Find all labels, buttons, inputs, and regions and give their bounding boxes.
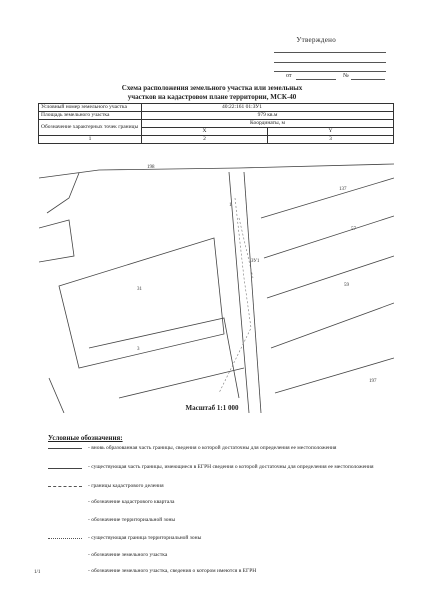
parcel-boundary <box>267 256 394 298</box>
table-row <box>39 120 394 128</box>
parcel-label: 1 <box>229 203 232 208</box>
parcel-label: 197 <box>369 379 377 384</box>
cad-label-cell: Условный номер земельного участка <box>39 104 142 112</box>
legend-item: - обозначение земельного участка, сведения о котором имеются в ЕГРН <box>88 568 257 574</box>
coords-label-cell: Координаты, м <box>142 120 394 128</box>
parcel-label: 57 <box>351 227 356 232</box>
table-row <box>39 112 394 120</box>
new-boundary-symbol <box>48 448 82 449</box>
cadastral-division-symbol <box>48 486 82 487</box>
parcel-boundary <box>261 178 394 218</box>
date-line <box>296 79 336 80</box>
legend-item: - существующая часть границы, имеющиеся в ЕГРН сведения о которой достаточны для определения ее местоположения <box>88 464 374 470</box>
legend-item: - обозначение территориальной зоны <box>88 517 176 523</box>
parcel-boundary <box>39 220 74 262</box>
parcel-boundary <box>59 238 224 368</box>
zone-boundary-symbol <box>48 538 82 539</box>
x-header-cell: X <box>142 128 268 136</box>
parcel-boundary <box>275 358 394 393</box>
table-row <box>39 136 394 144</box>
col-num-2: 2 <box>142 136 268 144</box>
parcel-boundary <box>271 303 394 348</box>
area-label-cell: Площадь земельного участка <box>39 112 142 120</box>
col-num-1: 1 <box>39 136 142 144</box>
parcel-label: 31 <box>137 287 142 292</box>
parcel-boundary <box>119 368 244 398</box>
parcel-boundary <box>264 216 394 258</box>
approval-line-1 <box>274 52 386 53</box>
approval-stamp: Утверждено <box>296 36 336 44</box>
title-line-1: Схема расположения земельного участка или земельных <box>121 84 303 92</box>
scale-label: Масштаб 1:1 000 <box>185 404 239 412</box>
approval-line-2 <box>274 62 386 63</box>
legend-item: - существующая граница территориальной зоны <box>88 535 202 541</box>
road-edge <box>229 172 249 413</box>
title-line-2: участков на кадастровом плане территории, МСК-40 <box>127 93 297 101</box>
parcel-label: 3 <box>137 347 140 352</box>
existing-boundary-symbol <box>48 468 82 469</box>
legend-item: - обозначение земельного участка <box>88 552 168 558</box>
parcel-boundary <box>89 318 239 398</box>
parcel-label: 59 <box>344 283 349 288</box>
parcel-boundary <box>39 164 394 178</box>
legend-item: - обозначение кадастрового квартала <box>88 499 175 505</box>
new-boundary-line <box>239 218 253 278</box>
document-title <box>90 84 334 102</box>
approval-line-3 <box>274 71 386 72</box>
y-header-cell: Y <box>267 128 393 136</box>
number-line <box>351 79 385 80</box>
parcel-label: ЗУ1 <box>251 259 260 264</box>
table-row <box>39 104 394 112</box>
legend-title: Условные обозначения: <box>48 434 123 442</box>
col-num-3: 3 <box>267 136 393 144</box>
page-number: 1/1 <box>34 570 41 575</box>
area-value-cell: 979 кв.м <box>142 112 394 120</box>
points-label-cell: Обозначение характерных точек границы <box>39 120 142 136</box>
cadastral-map <box>39 158 394 413</box>
legend-item: - границы кадастрового деления <box>88 483 164 489</box>
attributes-table <box>38 103 394 144</box>
number-label: № <box>343 73 349 79</box>
new-boundary-line <box>219 198 251 393</box>
parcel-label: 198 <box>147 165 155 170</box>
cad-value-cell: 40:22:161 01:ЗУ1 <box>142 104 394 112</box>
date-from-label: от <box>286 73 292 79</box>
parcel-label: 137 <box>339 187 347 192</box>
legend-item: - вновь образованная часть границы, сведения о которой достаточны для определения ее местоположения <box>88 445 337 451</box>
road-edge <box>244 172 261 413</box>
parcel-boundary <box>47 173 79 213</box>
